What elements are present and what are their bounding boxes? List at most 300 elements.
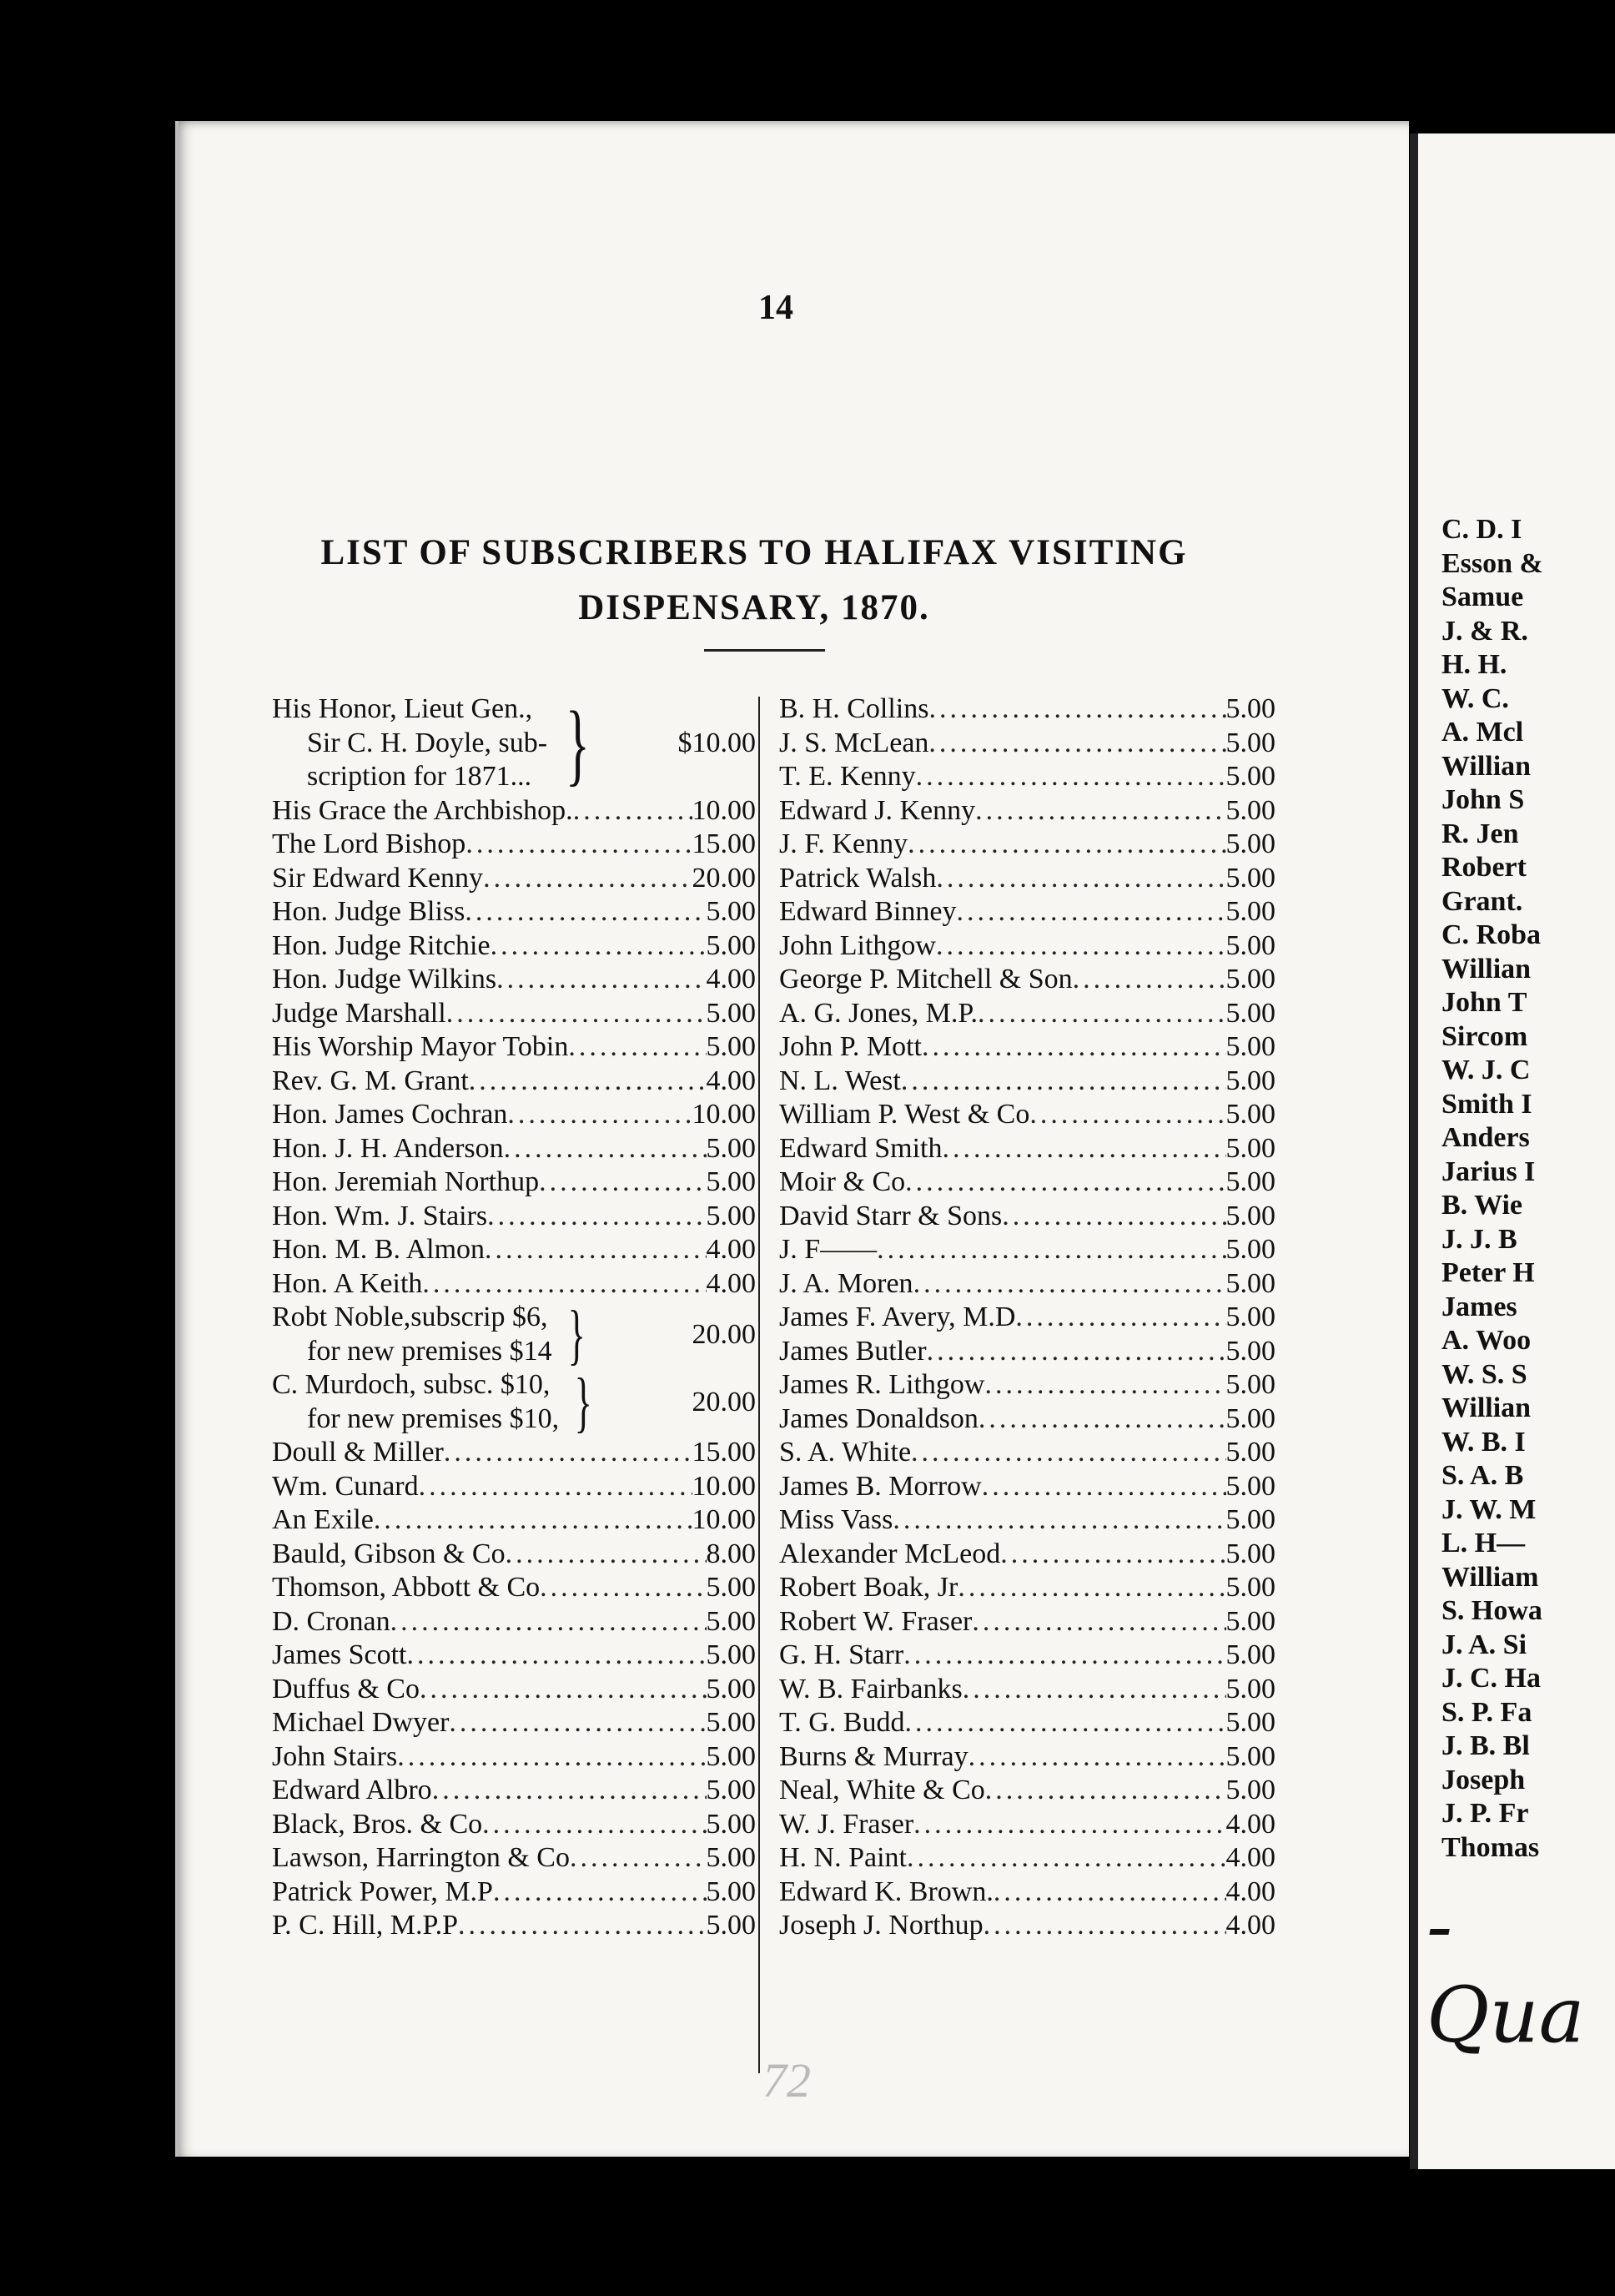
list-item [779,1774,1275,1808]
list-item [779,1200,1275,1234]
list-item [779,1098,1275,1132]
dot-leader [982,1470,1226,1504]
list-item [779,828,1275,862]
dot-leader [406,1639,706,1673]
entry-amount: 5.00 [706,1166,756,1197]
list-item [779,1402,1275,1437]
list-item [272,1065,756,1099]
dot-leader [963,1673,1226,1707]
entry-line: His Honor, Lieut Gen., [272,693,533,724]
entry-amount: 5.00 [706,896,756,927]
facing-list-item: H. H. [1441,649,1507,680]
dot-leader [907,1841,1226,1876]
entry-amount: 5.00 [1225,1470,1275,1502]
entry-name: James Donaldson [779,1402,979,1434]
entry-amount: 5.00 [1225,1065,1275,1096]
dot-leader [927,1335,1226,1369]
entry-amount: 5.00 [1225,862,1275,894]
list-item [272,1470,756,1504]
dot-leader [485,1233,706,1267]
facing-list-item: Sircom [1441,1020,1528,1052]
page-number: 14 [758,289,793,327]
entry-amount: 4.00 [1225,1876,1275,1907]
entry-name: James R. Lithgow [779,1369,985,1400]
entries-group-b [272,1436,756,1943]
entry-amount: 5.00 [1225,1437,1275,1468]
list-item [779,862,1275,896]
dot-leader [936,929,1226,964]
list-item [779,1065,1275,1099]
entry-amount: 5.00 [1225,761,1275,792]
entry-name: A. G. Jones, M.P. [779,997,979,1029]
entry-name: P. C. Hill, M.P.P [272,1910,458,1941]
entry-name: Sir Edward Kenny [272,862,484,894]
list-item [779,1166,1275,1200]
entry-name: James F. Avery, M.D [779,1302,1016,1332]
entry-amount: 5.00 [706,1572,756,1603]
facing-page-list [1441,513,1543,1865]
entry-name: Rev. G. M. Grant [272,1065,469,1096]
dot-leader [984,1909,1226,1943]
right-column [779,692,1275,1943]
dot-leader [449,1706,706,1740]
facing-list-item: John S [1441,784,1525,815]
list-item [272,828,756,862]
entry-name: Hon. Judge Bliss [272,896,465,927]
entry-name: Wm. Cunard [272,1470,419,1502]
entry-amount: 10.00 [692,1099,756,1130]
entry-name: The Lord Bishop [272,828,466,859]
entry-name: Duffus & Co [272,1673,420,1704]
dot-leader [420,1673,707,1707]
pencil-annotation: 72 [762,2053,811,2107]
list-item [272,1841,756,1876]
dot-leader [911,1436,1225,1470]
entry-name: G. H. Starr [779,1639,904,1670]
list-item [272,1673,756,1707]
entry-amount: 5.00 [1225,1369,1275,1400]
entry-amount: 5.00 [1225,1166,1275,1197]
entry-name: An Exile [272,1504,374,1535]
brace-entry-noble [272,1297,756,1372]
entry-name: S. A. White [779,1437,912,1468]
list-item [779,1030,1275,1065]
facing-list-item: L. H— [1441,1528,1526,1558]
list-item [779,997,1275,1031]
list-item [272,1605,756,1639]
entry-amount: 15.00 [692,828,756,859]
list-item [779,1808,1275,1842]
list-item [779,1267,1275,1302]
entry-amount: 5.00 [1225,1504,1275,1535]
dot-leader [1000,1538,1225,1572]
entry-name: James Scott [272,1639,407,1670]
entry-amount: 5.00 [1225,1099,1275,1130]
facing-list-item: Willian [1441,1392,1532,1423]
dot-leader [568,1030,706,1065]
facing-list-item: Robert [1441,852,1527,883]
entry-name: Robert W. Fraser [779,1605,973,1637]
brace-mark: } [567,1297,586,1372]
entry-amount: 4.00 [1225,1808,1275,1840]
entry-amount: 5.00 [1225,1132,1275,1164]
left-page [175,121,1409,2157]
list-item [779,895,1275,929]
dot-leader [975,794,1225,828]
list-item [779,929,1275,964]
entries-group-a [272,794,756,1302]
facing-list-item: Samue [1441,582,1524,612]
list-item [779,1639,1275,1673]
entry-amount: 5.00 [1225,1707,1275,1738]
dot-leader [905,1166,1225,1200]
entry-amount: 5.00 [1225,727,1275,758]
entry-name: N. L. West [779,1065,901,1096]
entry-name: W. B. Fairbanks [779,1673,963,1704]
dot-leader [942,1132,1225,1166]
entry-amount: 4.00 [706,964,756,994]
list-item [272,997,756,1031]
list-item [272,1706,756,1740]
dot-leader [904,1706,1225,1740]
entry-name: D. Cronan [272,1605,390,1637]
entry-name: James B. Morrow [779,1470,982,1502]
list-item [272,1808,756,1842]
entry-name: J. F. Kenny [779,828,908,859]
entry-name: Hon. Wm. J. Stairs [272,1200,488,1231]
entry-amount: 5.00 [1225,964,1275,994]
facing-list-item: B. Wie [1441,1190,1522,1221]
list-item [779,1368,1275,1402]
list-item [272,1233,756,1267]
entry-name: W. J. Fraser [779,1808,914,1840]
title-line-1: LIST OF SUBSCRIBERS TO HALIFAX VISITING [320,533,1188,572]
dot-leader [469,1065,707,1099]
entry-name: William P. West & Co [779,1099,1030,1130]
entry-amount: 5.00 [706,1775,756,1805]
entry-line: for new premises $14 [307,1335,552,1367]
dot-leader [1015,1301,1225,1335]
handwriting-fragment: - Qua [1426,1881,1585,2060]
dot-leader [958,1571,1225,1605]
entry-line: for new premises $10, [307,1402,560,1434]
entry-amount: 5.00 [706,1031,756,1062]
dot-leader [397,1740,706,1775]
dot-leader [985,1774,1226,1808]
facing-list-item: W. C. [1441,682,1509,714]
brace-mark: } [565,692,590,794]
dot-leader [487,1200,706,1234]
dot-leader [1073,963,1226,997]
entry-name: George P. Mitchell & Son [779,964,1073,994]
list-item [272,1639,756,1673]
facing-list-item: William [1441,1561,1539,1593]
entry-amount: 5.00 [1225,1402,1275,1434]
entry-amount: 5.00 [706,1200,756,1231]
entry-amount: 5.00 [706,1808,756,1840]
facing-list-item: Esson & [1441,547,1543,579]
list-item [779,1876,1275,1910]
dot-leader [972,1605,1225,1639]
list-item [272,929,756,964]
facing-list-item: Grant. [1441,885,1523,917]
entry-amount: 5.00 [706,1740,756,1772]
dot-leader [1029,1098,1225,1132]
list-item [272,1740,756,1775]
entry-amount: 10.00 [692,1504,756,1535]
dot-leader [482,1808,706,1842]
list-item [779,1538,1275,1572]
list-item [779,963,1275,997]
entry-amount: 15.00 [692,1437,756,1468]
entry-amount: 8.00 [706,1538,756,1569]
list-item [272,1166,756,1200]
dot-leader [374,1503,692,1538]
facing-list-item: J. A. Si [1441,1629,1527,1660]
entry-name: Edward J. Kenny [779,794,976,826]
entry-line: Robt Noble,subscrip $6, [272,1302,548,1332]
dot-leader [893,1503,1225,1538]
dot-leader [903,1639,1225,1673]
list-item [272,1876,756,1910]
entry-amount: 20.00 [692,862,756,894]
facing-list-item: James [1441,1291,1517,1322]
entry-amount: 5.00 [1225,1031,1275,1062]
entry-name: Joseph J. Northup [779,1910,984,1941]
entry-name: Michael Dwyer [272,1707,450,1738]
entry-amount: 5.00 [706,1707,756,1738]
document-title [270,526,1238,636]
entry-name: Alexander McLeod [779,1538,1001,1569]
entry-amount: 5.00 [1225,1538,1275,1569]
entry-name: Burns & Murray [779,1740,968,1772]
entry-name: Hon. M. B. Almon [272,1234,486,1265]
entry-amount: 20.00 [692,1386,756,1417]
entry-name: Hon. Judge Wilkins [272,964,497,994]
entry-name: Thomson, Abbott & Co [272,1572,541,1603]
dot-leader [984,1368,1225,1402]
dot-leader [432,1774,707,1808]
dot-leader [465,895,706,929]
entry-name: His Worship Mayor Tobin [272,1031,569,1062]
facing-list-item: A. Woo [1441,1325,1532,1356]
entry-amount: 20.00 [692,1318,756,1350]
facing-list-item: Willian [1441,953,1532,984]
entry-name: John Stairs [272,1740,398,1772]
dot-leader [458,1909,707,1943]
entry-amount: 5.00 [706,1639,756,1670]
dot-leader [419,1470,692,1504]
facing-list-item: W. S. S [1441,1358,1527,1390]
dot-leader [483,862,692,896]
facing-list-item: J. B. Bl [1441,1730,1530,1761]
list-item [779,1132,1275,1166]
entry-amount: 4.00 [706,1065,756,1096]
list-item [272,1030,756,1065]
dot-leader [956,895,1225,929]
list-item [779,1503,1275,1538]
dot-leader [444,1436,692,1470]
entry-amount: 5.00 [706,1876,756,1907]
dot-leader [507,1098,692,1132]
entry-amount: 5.00 [1225,1639,1275,1670]
facing-list-item: J. P. Fr [1441,1798,1529,1829]
entry-amount: 5.00 [1225,828,1275,859]
entry-amount: 5.00 [706,1132,756,1164]
dot-leader [928,727,1225,761]
list-item [272,1200,756,1234]
facing-list-item: J. & R. [1441,615,1528,647]
facing-list-item: W. B. I [1441,1426,1526,1458]
entry-amount: 4.00 [706,1267,756,1299]
entry-amount: 5.00 [1225,1267,1275,1299]
entry-amount: 4.00 [1225,1842,1275,1873]
entry-amount: 5.00 [706,1605,756,1637]
entry-line: C. Murdoch, subsc. $10, [272,1369,551,1400]
entry-name: B. H. Collins [779,693,929,724]
entry-name: Doull & Miller [272,1437,444,1468]
facing-list-item: A. Mcl [1441,717,1524,748]
entry-name: Hon. James Cochran [272,1099,508,1130]
entry-name: Hon. Judge Ritchie [272,929,491,961]
facing-list-item: J. W. M [1441,1493,1537,1525]
dot-leader [913,1808,1225,1842]
dot-leader [928,692,1225,727]
list-item [272,1267,756,1302]
facing-list-item: John T [1441,987,1527,1018]
list-item [779,1470,1275,1504]
entry-name: Miss Vass [779,1504,893,1535]
entry-name: T. G. Budd [779,1707,905,1738]
dot-leader [994,1876,1226,1910]
facing-list-item: Peter H [1441,1257,1535,1288]
list-item [272,1098,756,1132]
dot-leader [493,1876,707,1910]
entry-name: Edward K. Brown. [779,1876,994,1907]
list-item [779,760,1275,794]
dot-leader [496,963,706,997]
dot-leader [504,1132,707,1166]
list-item [779,1233,1275,1267]
entry-name: Bauld, Gibson & Co [272,1538,506,1569]
entry-name: T. E. Kenny [779,761,916,792]
entry-amount: 5.00 [706,1910,756,1941]
entry-amount: 5.00 [1225,929,1275,961]
left-column [272,692,756,1943]
facing-list-item: Joseph [1441,1764,1526,1795]
entry-name: John Lithgow [779,929,936,961]
list-item [272,862,756,896]
brace-mark: } [574,1365,592,1439]
facing-list-item: Thomas [1441,1831,1540,1863]
entry-name: Hon. A Keith [272,1267,423,1299]
entry-amount: 5.00 [1225,1572,1275,1603]
list-item [779,1571,1275,1605]
list-item [272,1909,756,1943]
dot-leader [573,794,692,828]
entry-name: Judge Marshall [272,997,446,1029]
list-item [779,1605,1275,1639]
facing-list-item: J. J. B [1441,1223,1517,1255]
list-item [779,1335,1275,1369]
list-item [272,1538,756,1572]
facing-list-item: Willian [1441,750,1532,782]
entry-amount: 10.00 [692,794,756,826]
dot-leader [978,997,1225,1031]
dot-leader [908,828,1225,862]
list-item [272,1571,756,1605]
entry-amount: $10.00 [677,727,756,758]
entry-name: J. F—— [779,1234,878,1265]
list-item [779,1673,1275,1707]
list-item [779,1909,1275,1943]
entry-amount: 5.00 [1225,693,1275,724]
title-divider [704,649,825,652]
entry-name: Edward Binney [779,896,957,927]
list-item [779,692,1275,727]
facing-list-item: C. D. I [1441,514,1522,545]
facing-list-item: S. A. B [1441,1460,1524,1491]
title-line-2: DISPENSARY, 1870. [578,588,930,627]
entry-name: James Butler [779,1335,927,1367]
entry-name: J. A. Moren [779,1267,913,1299]
entry-line: Sir C. H. Doyle, sub- [307,727,548,758]
list-item [272,1132,756,1166]
entry-name: Hon. J. H. Anderson [272,1132,504,1164]
dot-leader [570,1841,707,1876]
list-item [779,1740,1275,1775]
dot-leader [539,1166,706,1200]
list-item [272,1436,756,1470]
entry-name: John P. Mott [779,1031,922,1062]
dot-leader [979,1402,1226,1437]
entry-amount: 5.00 [1225,1200,1275,1231]
dot-leader [1002,1200,1225,1234]
entry-amount: 5.00 [1225,1605,1275,1637]
entry-amount: 5.00 [1225,1740,1275,1772]
entry-name: Edward Smith [779,1132,943,1164]
facing-list-item: J. C. Ha [1441,1663,1541,1694]
entry-name: Neal, White & Co [779,1775,985,1805]
entry-amount: 5.00 [1225,1673,1275,1704]
dot-leader [422,1267,706,1302]
entry-amount: 5.00 [1225,794,1275,826]
list-item [779,1706,1275,1740]
entry-amount: 5.00 [1225,1234,1275,1265]
entry-amount: 5.00 [1225,1335,1275,1367]
entry-name: Patrick Power, M.P [272,1876,493,1907]
entry-name: J. S. McLean [779,727,929,758]
facing-page [1410,133,1615,2169]
entry-name: Black, Bros. & Co [272,1808,483,1840]
list-item [272,794,756,828]
list-item [272,895,756,929]
entry-name: Lawson, Harrington & Co [272,1842,570,1873]
dot-leader [506,1538,707,1572]
entry-amount: 5.00 [1225,1775,1275,1805]
list-item [779,1436,1275,1470]
entry-name: Robert Boak, Jr [779,1572,958,1603]
entry-name: H. N. Paint [779,1842,907,1873]
entry-line: scription for 1871... [307,761,532,792]
dot-leader [922,1030,1226,1065]
dot-leader [916,760,1226,794]
facing-list-item: C. Roba [1441,919,1542,950]
entry-name: Moir & Co [779,1166,906,1197]
entry-amount: 5.00 [706,1673,756,1704]
entry-amount: 5.00 [706,997,756,1029]
list-item [272,1503,756,1538]
